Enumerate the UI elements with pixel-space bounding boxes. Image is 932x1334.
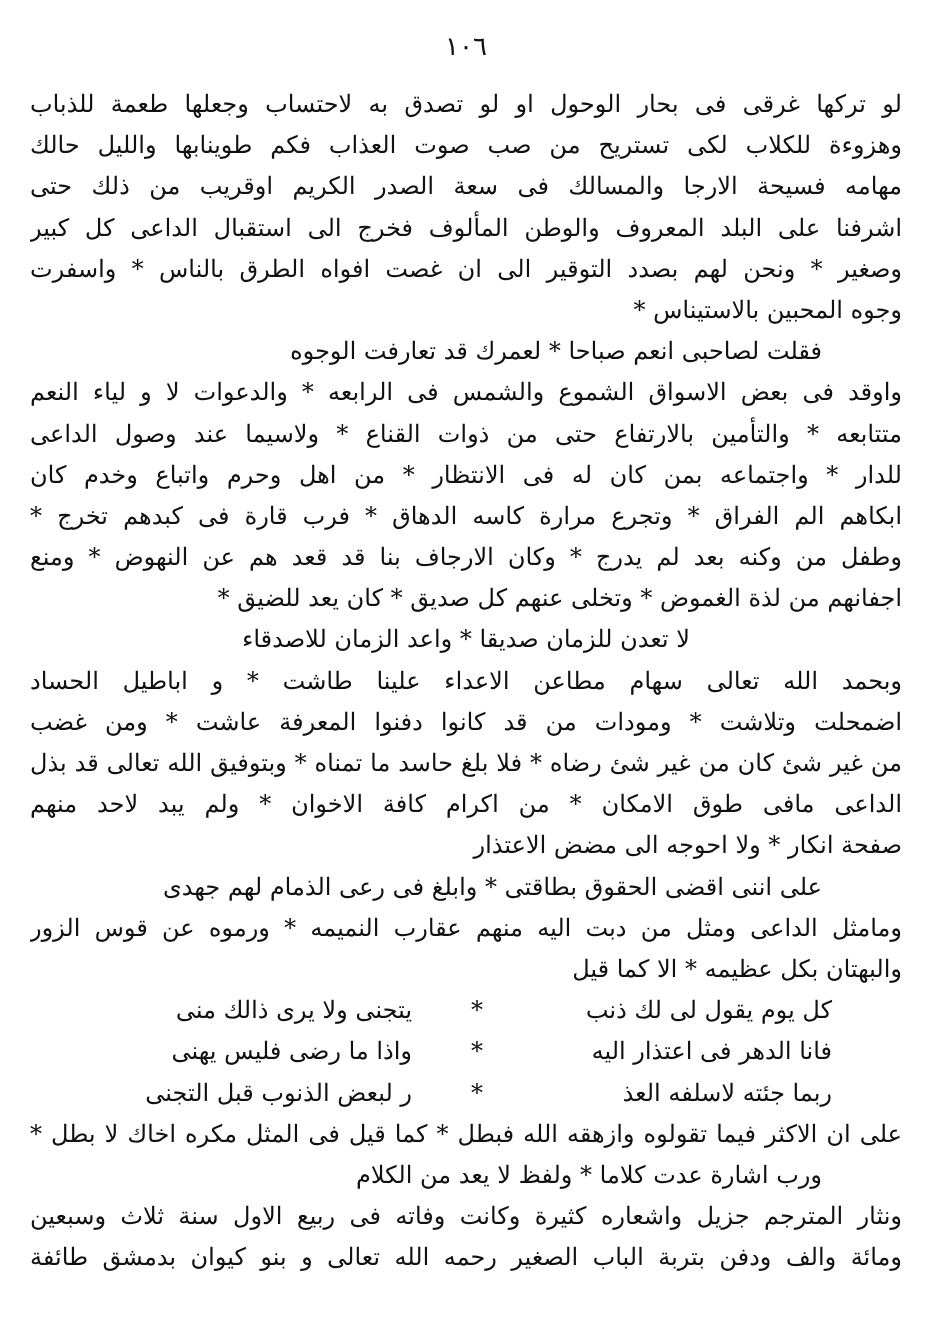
- poem-line: على اننى اقضى الحقوق بطاقتى * وابلغ فى رعى الذمام لهم جهدى: [162, 872, 822, 901]
- text-line: وبحمد الله تعالى سهام مطاعن الاعداء علينا طاشت * و اباطيل الحساد: [30, 666, 902, 695]
- text-line: ونثار المترجم جزيل واشعاره كثيرة وكانت وفاته فى ربيع الاول سنة ثلاث وسبعين: [30, 1202, 902, 1231]
- text-line: صفحة انكار * ولا احوجه الى مضض الاعتذار: [473, 831, 902, 860]
- text-line: لو تركها غرقى فى بحار الوحول او لو تصدق به لاحتساب وجعلها طعمة للذباب: [30, 90, 902, 118]
- text-line: متتابعه * والتأمين بالارتفاع حتى من ذوات القناع * ولاسيما عند وصول الداعى: [30, 419, 902, 448]
- verse-first-hemistich: فانا الدهر فى اعتذار اليه: [591, 1037, 832, 1066]
- verse-line: [30, 1031, 902, 1072]
- body-text: [30, 84, 902, 1278]
- verse-separator: *: [471, 996, 483, 1025]
- verse-line: [30, 990, 902, 1031]
- verse-separator: *: [471, 1078, 483, 1107]
- text-line: من غير شئ كان من غير شئ رضاه * فلا بلغ حاسد ما تمناه * وبتوفيق الله تعالى قد بذل: [30, 749, 902, 777]
- text-line: اضمحلت وتلاشت * ومودات من قد كانوا دفنوا المعرفة عاشت * ومن غضب: [30, 707, 902, 736]
- text-line: وهزوءة للكلاب لكى تستريح من صب صوت العذاب فكم طوينابها والليل حالك: [30, 131, 902, 160]
- text-line: وطفل من وكنه بعد لم يدرج * وكان الارجاف بنا قد قعد هم عن النهوض * ومنع: [30, 543, 902, 572]
- text-line: اجفانهم من لذة الغموض * وتخلى عنهم كل صديق * كان يعد للضيق *: [217, 584, 902, 613]
- poem-line: ورب اشارة عدت كلاما * ولفظ لا يعد من الكلام: [355, 1160, 822, 1189]
- poem-line: فقلت لصاحبى انعم صباحا * لعمرك قد تعارفت الوجوه: [290, 337, 822, 366]
- verse-second-hemistich: يتجنى ولا يرى ذالك منى: [175, 996, 412, 1025]
- text-line: الداعى مافى طوق الامكان * من اكرام كافة الاخوان * ولم يبد لاحد منهم: [30, 790, 902, 819]
- page-number: ١٠٦: [445, 32, 487, 62]
- text-line: ومامثل الداعى ومثل من دبت اليه منهم عقارب النميمه * ورموه عن قوس الزور: [30, 913, 902, 942]
- text-line: وجوه المحبين بالاستيناس *: [633, 295, 902, 324]
- text-line: اشرفنا على البلد المعروف والوطن المألوف فخرج الى استقبال الداعى كل كبير: [30, 213, 902, 242]
- verse-line: [30, 1073, 902, 1114]
- verse-second-hemistich: واذا ما رضى فليس يهنى: [171, 1037, 412, 1066]
- verse-second-hemistich: ر لبعض الذنوب قبل التجنى: [145, 1078, 412, 1107]
- verse-separator: *: [471, 1037, 483, 1066]
- poem-line: لا تعدن للزمان صديقا * واعد الزمان للاصدقاء: [242, 625, 690, 654]
- text-line: ومائة والف ودفن بتربة الباب الصغير رحمه الله تعالى و بنو كيوان بدمشق طائفة: [30, 1243, 902, 1272]
- verse-first-hemistich: ربما جئته لاسلفه العذ: [622, 1078, 832, 1107]
- text-line: والبهتان بكل عظيمه * الا كما قيل: [572, 954, 902, 983]
- document-page: [30, 0, 902, 1334]
- text-line: وصغير * ونحن لهم بصدد التوقير الى ان غصت افواه الطرق بالناس * واسفرت: [30, 254, 902, 283]
- text-line: على ان الاكثر فيما تقولوه وازهقه الله فبطل * كما قيل فى المثل مكره اخاك لا بطل *: [30, 1119, 902, 1148]
- text-line: مهامه فسيحة الارجا والمسالك فى سعة الصدر الكريم اوقريب من ذلك حتى: [30, 172, 902, 201]
- text-line: واوقد فى بعض الاسواق الشموع والشمس فى الرابعه * والدعوات لا و لياء النعم: [30, 378, 902, 407]
- verse-first-hemistich: كل يوم يقول لى لك ذنب: [585, 996, 832, 1025]
- text-line: ابكاهم الم الفراق * وتجرع مرارة كاسه الدهاق * فرب قارة فى كبدهم تخرج *: [30, 501, 902, 530]
- text-line: للدار * واجتماعه بمن كان له فى الانتظار * من اهل وحرم واتباع وخدم كان: [30, 460, 902, 489]
